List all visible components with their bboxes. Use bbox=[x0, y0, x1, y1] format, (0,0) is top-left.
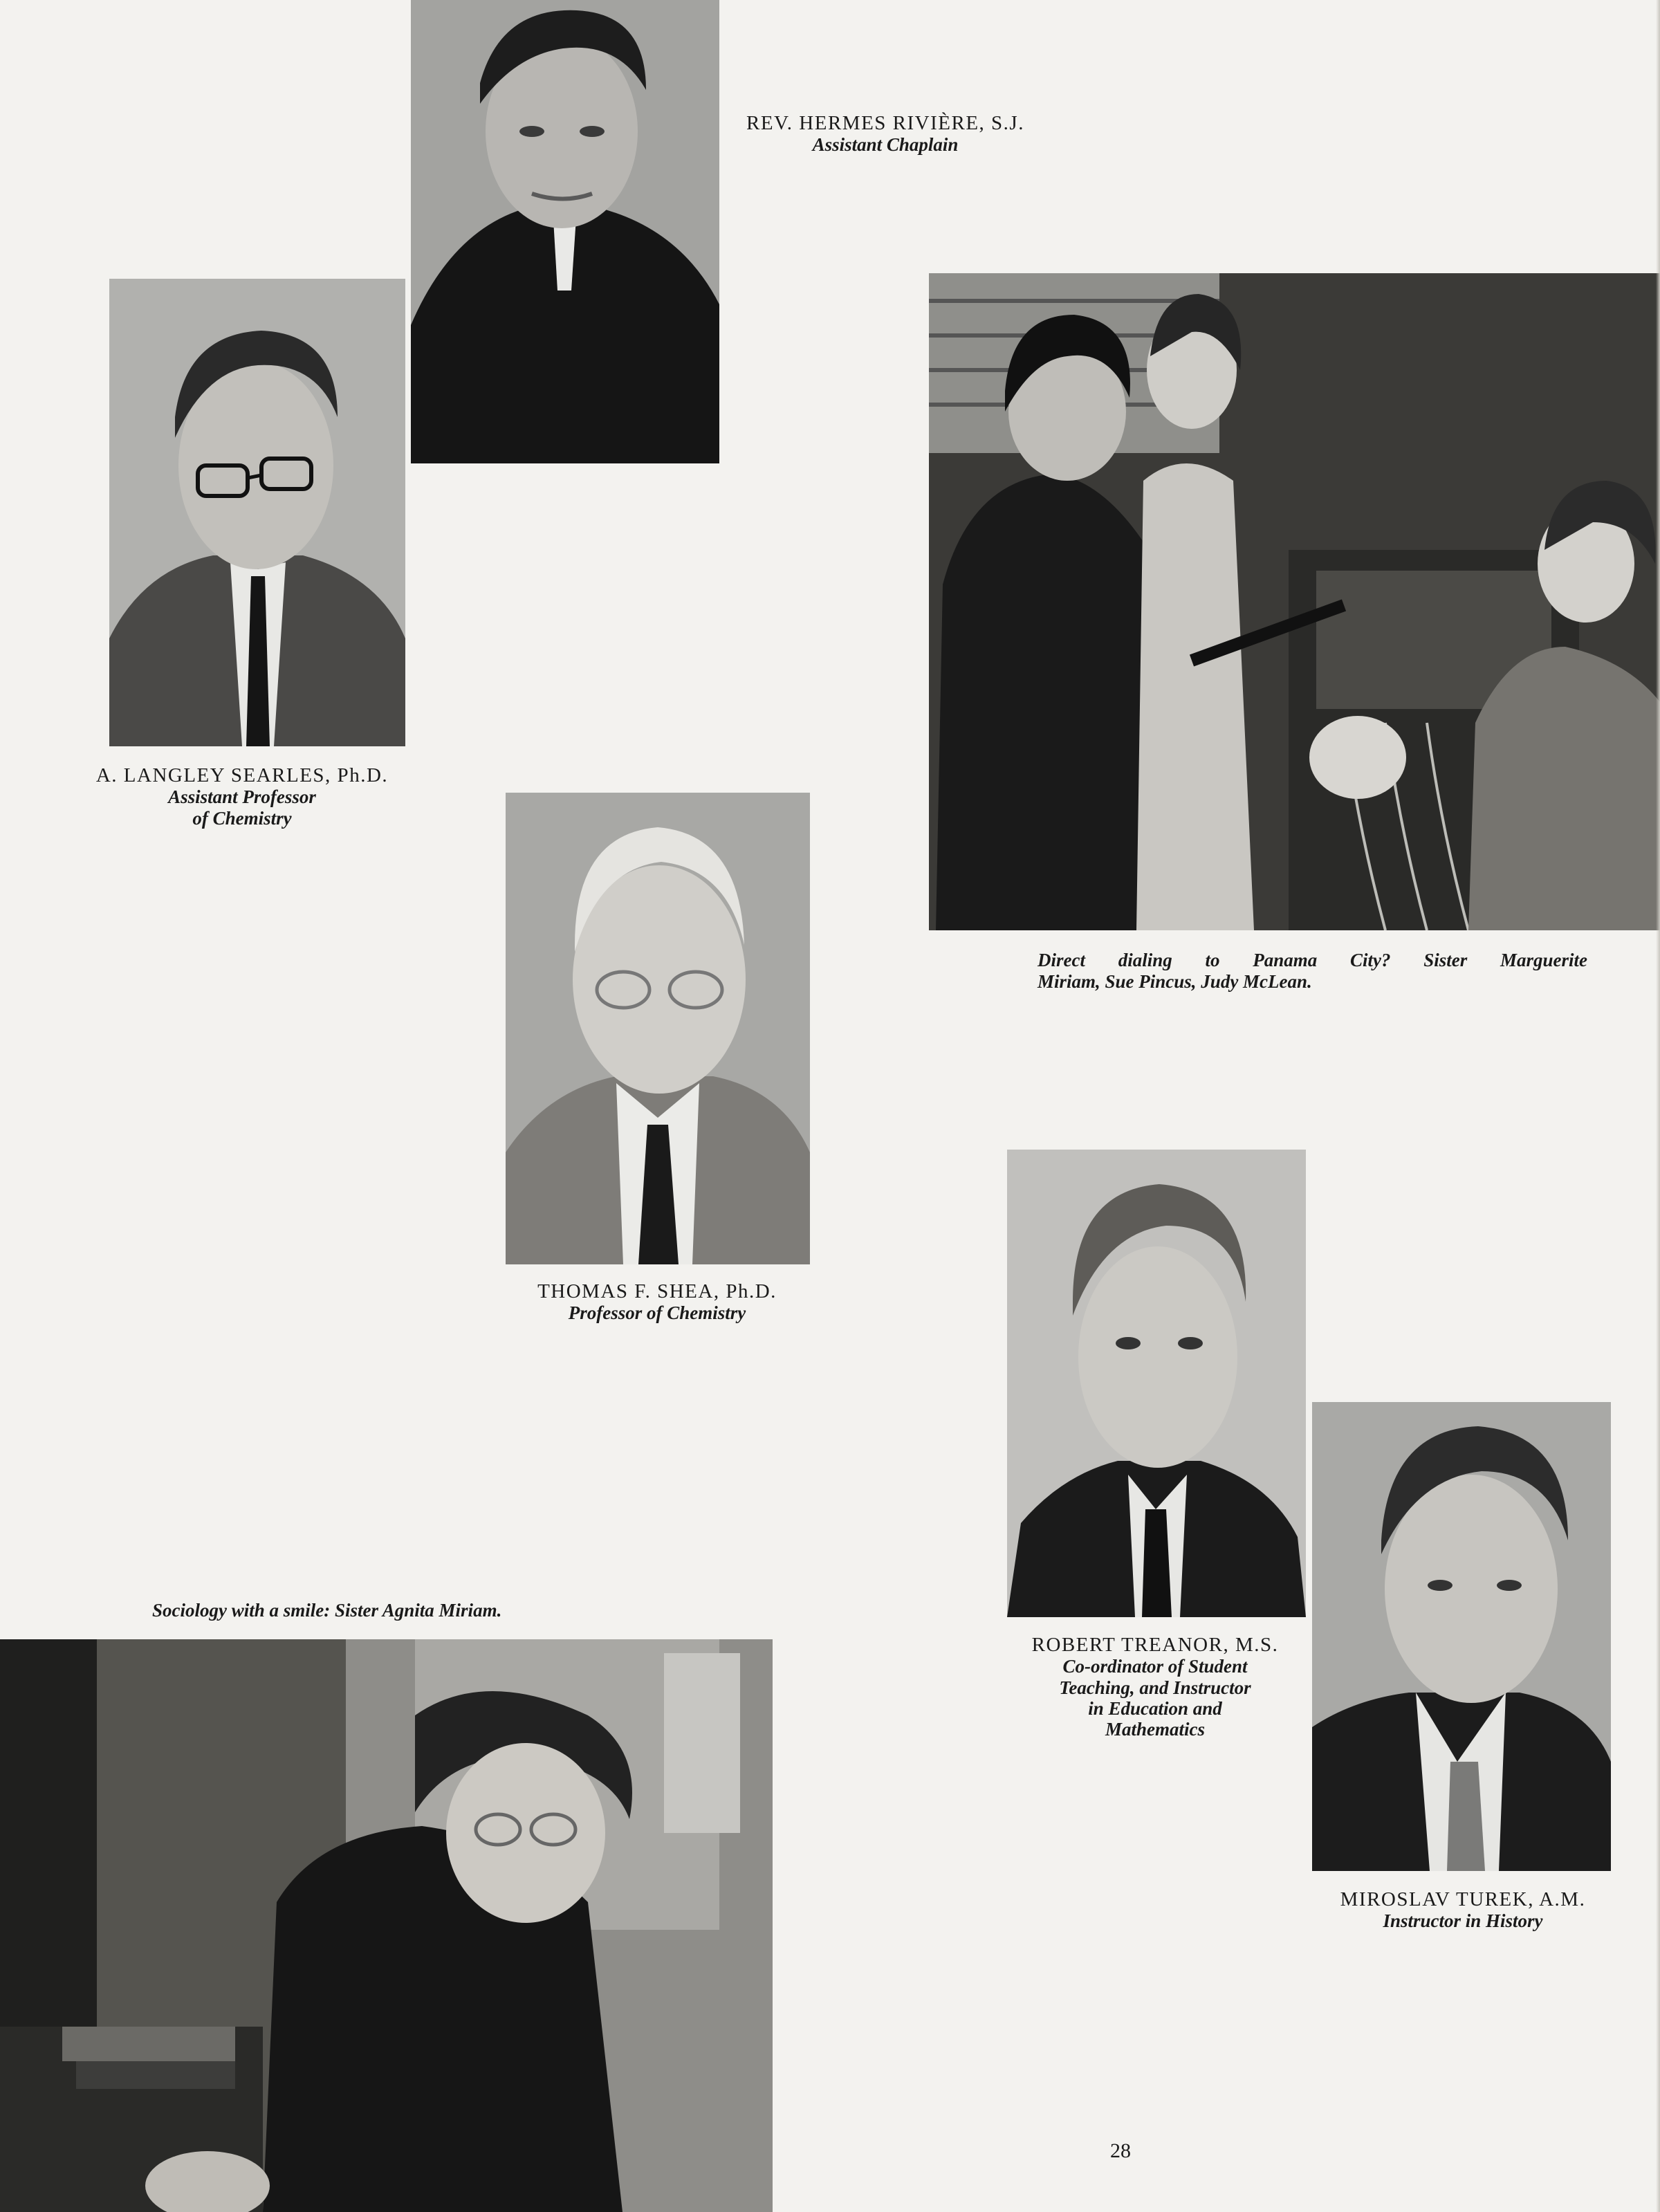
portrait-photo-treanor bbox=[1007, 1150, 1306, 1617]
page-edge-shadow bbox=[1656, 0, 1660, 2212]
caption-turek bbox=[1311, 1888, 1615, 1932]
title-line: Assistant Professor bbox=[168, 786, 316, 808]
caption-dialing-line: Direct dialing to Panama City? Sister Marguerite bbox=[1038, 950, 1587, 970]
name-shea: THOMAS F. SHEA, Ph.D. bbox=[537, 1280, 777, 1302]
title-line: Assistant Chaplain bbox=[812, 134, 959, 156]
title-treanor bbox=[1003, 1656, 1307, 1740]
title-line: Mathematics bbox=[1105, 1719, 1205, 1740]
title-line: of Chemistry bbox=[192, 807, 292, 829]
caption-dialing-line: Miriam, Sue Pincus, Judy McLean. bbox=[1038, 971, 1312, 993]
caption-searles bbox=[90, 764, 394, 829]
candid-photo-dialing bbox=[929, 273, 1660, 930]
portrait-photo-searles bbox=[109, 279, 405, 746]
portrait-shea-image bbox=[506, 793, 810, 1264]
portrait-treanor-image bbox=[1007, 1150, 1306, 1617]
name-treanor: ROBERT TREANOR, M.S. bbox=[1031, 1634, 1279, 1656]
name-riviere: REV. HERMES RIVIÈRE, S.J. bbox=[746, 112, 1024, 134]
name-turek: MIROSLAV TUREK, A.M. bbox=[1340, 1888, 1586, 1910]
caption-dialing bbox=[1038, 950, 1587, 993]
caption-riviere bbox=[733, 112, 1038, 156]
portrait-photo-shea bbox=[506, 793, 810, 1264]
portrait-searles-image bbox=[109, 279, 405, 746]
title-turek bbox=[1311, 1910, 1615, 1931]
candid-dialing-image bbox=[929, 273, 1660, 930]
portrait-riviere-image bbox=[411, 0, 719, 463]
title-line: Teaching, and Instructor bbox=[1059, 1677, 1251, 1698]
title-line: in Education and bbox=[1088, 1697, 1222, 1719]
title-line: Professor of Chemistry bbox=[568, 1302, 746, 1324]
caption-shea bbox=[505, 1280, 809, 1324]
title-line: Co-ordinator of Student bbox=[1062, 1656, 1248, 1677]
caption-sociology: Sociology with a smile: Sister Agnita Miriam. bbox=[152, 1600, 502, 1621]
caption-treanor bbox=[1003, 1634, 1307, 1740]
title-searles bbox=[90, 786, 394, 828]
portrait-photo-riviere bbox=[411, 0, 719, 463]
portrait-photo-turek bbox=[1312, 1402, 1611, 1871]
candid-sociology-image bbox=[0, 1639, 773, 2212]
name-searles: A. LANGLEY SEARLES, Ph.D. bbox=[95, 764, 389, 786]
portrait-turek-image bbox=[1312, 1402, 1611, 1871]
page-number: 28 bbox=[1110, 2139, 1131, 2162]
title-line: Instructor in History bbox=[1383, 1910, 1543, 1932]
title-shea bbox=[505, 1302, 809, 1323]
title-riviere bbox=[733, 134, 1038, 155]
candid-photo-sociology bbox=[0, 1639, 773, 2212]
